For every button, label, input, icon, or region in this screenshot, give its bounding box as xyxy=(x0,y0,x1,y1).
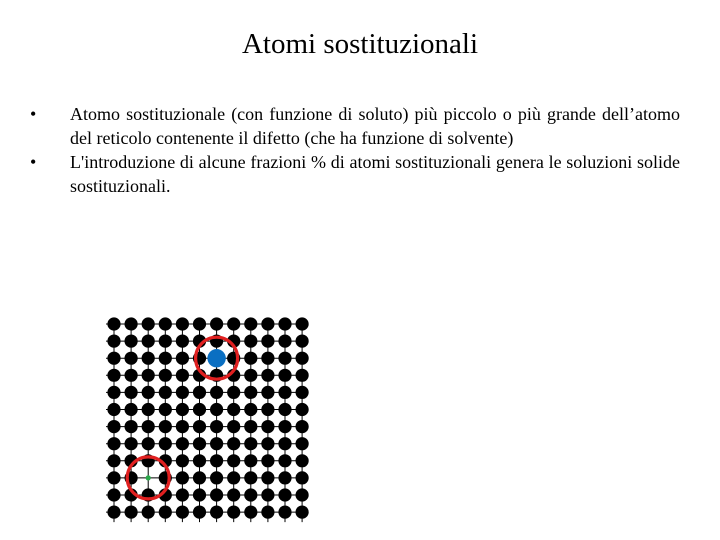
lattice-atom xyxy=(278,369,291,382)
lattice-atom xyxy=(261,488,274,501)
lattice-atom xyxy=(244,317,257,330)
lattice-atom xyxy=(193,420,206,433)
lattice-atom xyxy=(107,471,120,484)
lattice-atom xyxy=(227,403,240,416)
lattice-atom xyxy=(278,403,291,416)
lattice-atom xyxy=(227,506,240,519)
lattice-atom xyxy=(125,506,138,519)
lattice-atom xyxy=(193,471,206,484)
lattice-atom xyxy=(159,420,172,433)
lattice-atom xyxy=(176,454,189,467)
lattice-atom xyxy=(125,317,138,330)
bullet-marker: • xyxy=(30,152,37,172)
lattice-atom xyxy=(227,454,240,467)
lattice-atom xyxy=(107,352,120,365)
lattice-atom xyxy=(296,471,309,484)
lattice-atom xyxy=(244,488,257,501)
lattice-atom xyxy=(227,317,240,330)
lattice-atom xyxy=(142,317,155,330)
lattice-atom xyxy=(227,488,240,501)
lattice-atom xyxy=(244,352,257,365)
lattice-atom xyxy=(125,369,138,382)
lattice-atom xyxy=(159,506,172,519)
lattice-atom xyxy=(210,437,223,450)
lattice-atom xyxy=(278,471,291,484)
lattice-atom xyxy=(244,369,257,382)
lattice-atom xyxy=(159,317,172,330)
lattice-atom xyxy=(261,335,274,348)
lattice-atom xyxy=(244,403,257,416)
lattice-atom xyxy=(176,335,189,348)
lattice-atom xyxy=(296,403,309,416)
lattice-atom xyxy=(176,420,189,433)
bullet-item xyxy=(30,102,680,150)
lattice-atom xyxy=(278,437,291,450)
lattice-atom xyxy=(210,403,223,416)
lattice-atom xyxy=(261,471,274,484)
lattice-atom xyxy=(125,403,138,416)
lattice-atom xyxy=(244,420,257,433)
lattice-atom xyxy=(125,386,138,399)
lattice-atom xyxy=(261,420,274,433)
bullet-marker: • xyxy=(30,104,37,124)
lattice-atom xyxy=(210,506,223,519)
lattice-atom xyxy=(193,437,206,450)
lattice-atom xyxy=(296,454,309,467)
large-substitutional-atom xyxy=(207,349,225,367)
lattice-atom xyxy=(107,335,120,348)
lattice-atom xyxy=(296,317,309,330)
lattice-atom xyxy=(261,437,274,450)
lattice-atom xyxy=(210,471,223,484)
lattice-atom xyxy=(125,352,138,365)
lattice-atom xyxy=(278,317,291,330)
lattice-atom xyxy=(261,369,274,382)
lattice-atom xyxy=(278,488,291,501)
lattice-atom xyxy=(227,471,240,484)
lattice-atom xyxy=(107,437,120,450)
lattice-atom xyxy=(176,317,189,330)
bullet-text: L'introduzione di alcune frazioni % di atomi sostituzionali genera le soluzioni solide sostituzionali. xyxy=(70,152,680,196)
lattice-atom xyxy=(176,506,189,519)
bullet-text: Atomo sostituzionale (con funzione di soluto) più piccolo o più grande dell’atomo del reticolo contenente il difetto (che ha funzione di solvente) xyxy=(70,104,680,148)
lattice-atom xyxy=(159,437,172,450)
lattice-atom xyxy=(261,506,274,519)
lattice-atom xyxy=(107,369,120,382)
lattice-atom xyxy=(261,317,274,330)
lattice-atom xyxy=(210,420,223,433)
lattice-atom xyxy=(296,352,309,365)
lattice-atom xyxy=(107,506,120,519)
lattice-atom xyxy=(193,506,206,519)
lattice-atom xyxy=(261,454,274,467)
lattice-atom xyxy=(278,352,291,365)
lattice-atom xyxy=(176,488,189,501)
lattice-atom xyxy=(244,335,257,348)
crystal-lattice-diagram xyxy=(100,312,320,532)
lattice-atom xyxy=(142,335,155,348)
lattice-atom xyxy=(296,335,309,348)
lattice-atom xyxy=(176,471,189,484)
lattice-atom xyxy=(176,369,189,382)
lattice-atom xyxy=(244,454,257,467)
lattice-atom xyxy=(278,454,291,467)
lattice-atom xyxy=(296,437,309,450)
lattice-atom xyxy=(159,352,172,365)
lattice-atom xyxy=(278,335,291,348)
lattice-atom xyxy=(210,317,223,330)
lattice-atom xyxy=(244,386,257,399)
lattice-atom xyxy=(107,420,120,433)
lattice-atom xyxy=(261,386,274,399)
lattice-atom xyxy=(107,317,120,330)
lattice-atom xyxy=(142,352,155,365)
lattice-atom xyxy=(193,317,206,330)
lattice-atom xyxy=(296,386,309,399)
lattice-atom xyxy=(159,335,172,348)
lattice-atom xyxy=(227,386,240,399)
lattice-atom xyxy=(142,386,155,399)
lattice-atom xyxy=(296,488,309,501)
lattice-atom xyxy=(142,369,155,382)
lattice-atom xyxy=(176,386,189,399)
lattice-atom xyxy=(159,386,172,399)
lattice-atom xyxy=(244,471,257,484)
lattice-atom xyxy=(176,403,189,416)
lattice-atom xyxy=(125,420,138,433)
lattice-atom xyxy=(125,437,138,450)
lattice-atom xyxy=(193,454,206,467)
lattice-atom xyxy=(244,506,257,519)
lattice-atom xyxy=(142,403,155,416)
lattice-atom xyxy=(125,335,138,348)
lattice-atom xyxy=(176,437,189,450)
lattice-atom xyxy=(296,506,309,519)
lattice-atom xyxy=(296,369,309,382)
lattice-atom xyxy=(278,386,291,399)
lattice-atom xyxy=(193,488,206,501)
lattice-atom xyxy=(159,403,172,416)
lattice-atom xyxy=(244,437,257,450)
lattice-atom xyxy=(142,437,155,450)
lattice-atom xyxy=(278,506,291,519)
lattice-atom xyxy=(193,386,206,399)
lattice-atom xyxy=(210,488,223,501)
lattice-atom xyxy=(159,369,172,382)
lattice-atom xyxy=(210,386,223,399)
bullet-item xyxy=(30,150,680,198)
bullet-list xyxy=(30,102,680,198)
lattice-atom xyxy=(296,420,309,433)
lattice-atom xyxy=(107,454,120,467)
small-substitutional-atom xyxy=(146,475,151,480)
lattice-atom xyxy=(227,437,240,450)
lattice-atom xyxy=(261,403,274,416)
lattice-atom xyxy=(261,352,274,365)
lattice-atom xyxy=(142,420,155,433)
lattice-atom xyxy=(227,420,240,433)
lattice-atom xyxy=(176,352,189,365)
lattice-atom xyxy=(107,403,120,416)
lattice-atom xyxy=(278,420,291,433)
page-title: Atomi sostituzionali xyxy=(241,28,479,60)
lattice-atom xyxy=(107,386,120,399)
lattice-atom xyxy=(210,454,223,467)
lattice-atom xyxy=(107,488,120,501)
lattice-atom xyxy=(142,506,155,519)
lattice-atom xyxy=(193,403,206,416)
